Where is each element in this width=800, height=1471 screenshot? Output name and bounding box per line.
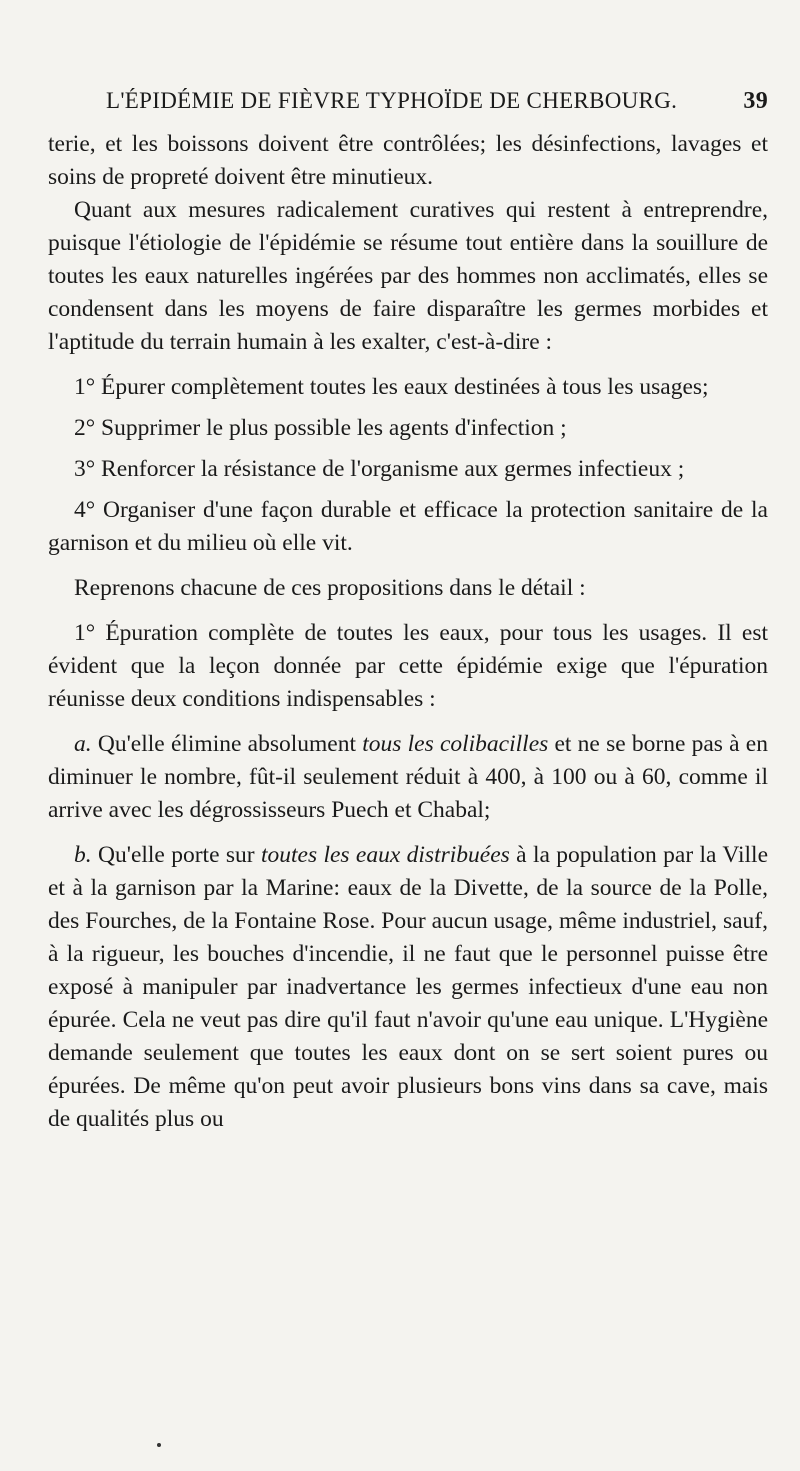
condition-a <box>48 728 768 827</box>
paragraph-quant: Quant aux mesures radicalement curatives qui restent à entreprendre, puisque l'étiologie de l'épidémie se résume tout entière dans la souillure de toutes les eaux naturelles ingérées par des hommes non acclimatés, elles se condensent dans les moyens de faire disparaître les germes morbides et l'aptitude du terrain humain à les exalter, c'est-à-dire : <box>48 197 768 355</box>
list-item-4: 4° Organiser d'une façon durable et efficace la protection sanitaire de la garnison et du milieu où elle vit. <box>48 497 768 556</box>
page-number: 39 <box>743 88 768 114</box>
paragraph-reprenons: Reprenons chacune de ces propositions dans le détail : <box>74 575 586 601</box>
list-item-1: 1° Épurer complètement toutes les eaux destinées à tous les usages; <box>74 374 709 400</box>
condition-b-italic: toutes les eaux distribuées <box>260 842 510 868</box>
list-item-2: 2° Supprimer le plus possible les agents d'infection ; <box>74 415 567 441</box>
condition-a-label: a. <box>74 731 92 757</box>
ink-speck <box>157 1443 161 1447</box>
list-item-3: 3° Renforcer la résistance de l'organisme aux germes infectieux ; <box>74 456 685 482</box>
running-title: L'ÉPIDÉMIE DE FIÈVRE TYPHOÏDE DE CHERBOURG. <box>106 88 678 113</box>
paragraph-epuration: 1° Épuration complète de toutes les eaux, pour tous les usages. Il est évident que la leçon donnée par cette épidémie exige que l'épuration réunisse deux conditions indispensables : <box>48 620 768 712</box>
condition-b-before: Qu'elle porte sur <box>91 842 261 868</box>
condition-b-after: à la population par la Ville et à la garnison par la Marine: eaux de la Divette, de la source de la Polle, des Fourches, de la Fontaine Rose. Pour aucun usage, même industriel, sauf, à la rigueur, les bouches d'incendie, il ne faut que le personnel puisse être exposé à manipuler par inadvertance les germes infectieux d'une eau non épurée. Cela ne veut pas dire qu'il faut n'avoir qu'une eau unique. L'Hygiène demande seulement que toutes les eaux dont on se sert soient pures ou épurées. De même qu'on peut avoir plusieurs bons vins dans sa cave, mais de qualités plus ou <box>48 842 769 1132</box>
running-header <box>48 88 768 128</box>
paragraph-continuation: terie, et les boissons doivent être contrôlées; les désinfections, lavages et soins de propreté doivent être minutieux. <box>48 131 768 190</box>
condition-a-italic: tous les colibacilles <box>362 731 549 757</box>
page <box>48 88 768 1136</box>
condition-a-after: et ne se borne pas à en diminuer le nombre, fût-il seulement réduit à 400, à 100 ou à 60, comme il arrive avec les dégrossisseurs Puech et Chabal; <box>48 731 768 823</box>
condition-a-before: Qu'elle élimine absolument <box>91 731 363 757</box>
condition-b-label: b. <box>74 842 92 868</box>
condition-b <box>48 839 768 1136</box>
body-text <box>48 128 768 1136</box>
